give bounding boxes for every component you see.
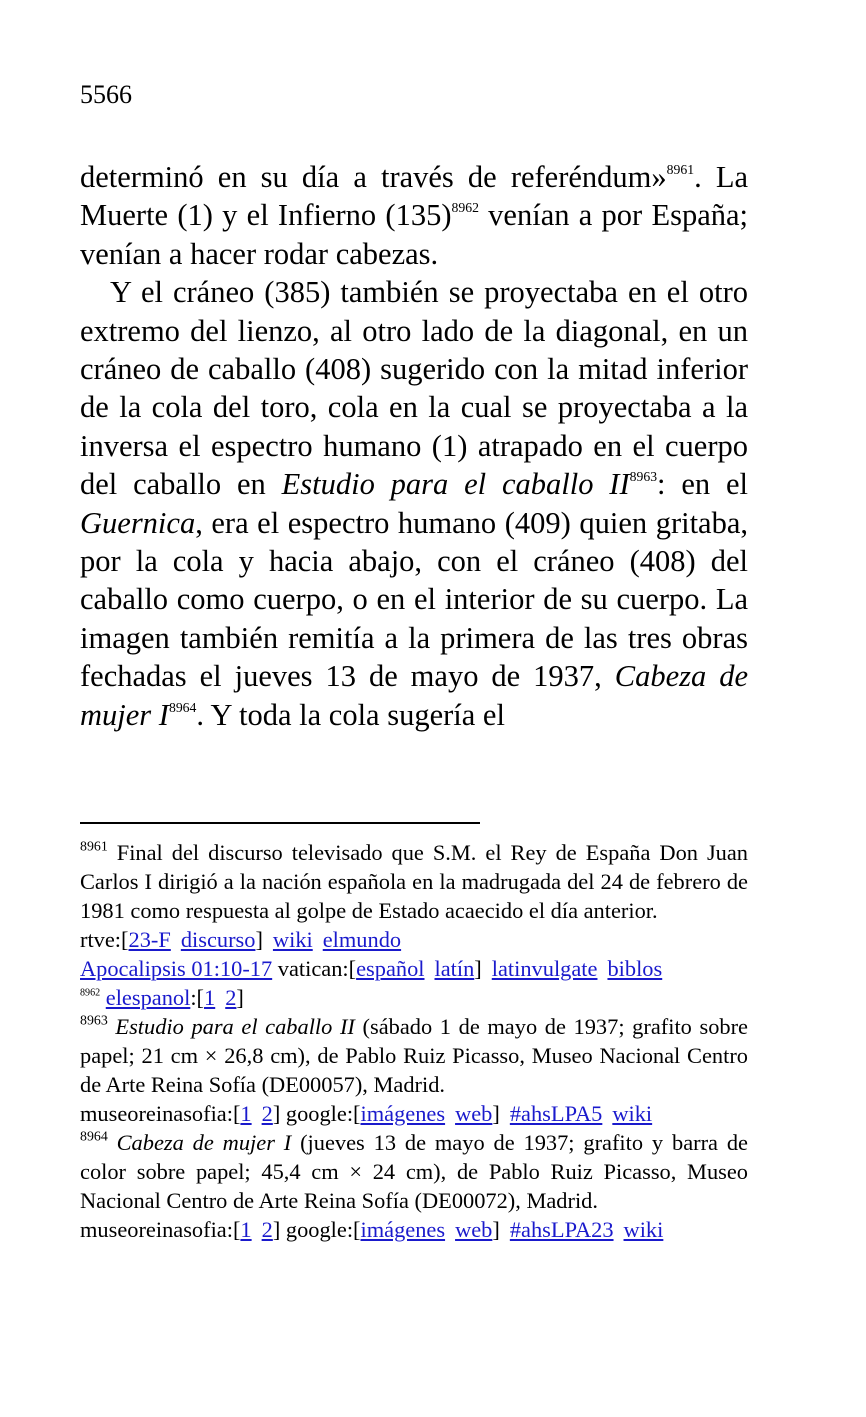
footnote-ref-8964[interactable]: 8964 (168, 699, 197, 715)
link-espanol[interactable]: español (356, 956, 425, 981)
footnote-divider (80, 822, 480, 824)
text-run: determinó en su día a través de referéndum» (80, 160, 667, 194)
link-prefix: ] google:[ (272, 1101, 361, 1126)
footnote-number: 8964 (80, 1129, 108, 1145)
link-prefix: museoreinasofia:[ (80, 1101, 241, 1126)
link-prefix: rtve:[ (80, 927, 129, 952)
link-2[interactable]: 2 (261, 1217, 273, 1242)
link-1[interactable]: 1 (240, 1217, 252, 1242)
page-number: 5566 (80, 80, 132, 109)
footnote-8961-links (80, 925, 748, 954)
footnote-8963-links (80, 1099, 748, 1128)
link-apocalipsis[interactable]: Apocalipsis 01:10-17 (80, 956, 273, 981)
footnote-8962 (80, 983, 748, 1012)
link-wiki[interactable]: wiki (612, 1101, 653, 1126)
link-biblos[interactable]: biblos (607, 956, 663, 981)
footnote-8964-links (80, 1215, 748, 1244)
link-1[interactable]: 1 (204, 985, 216, 1010)
footnote-8963 (80, 1012, 748, 1099)
body-text (80, 158, 748, 734)
link-prefix: ] google:[ (272, 1217, 361, 1242)
bracket-close: ] (474, 956, 482, 981)
footnote-8964 (80, 1128, 748, 1215)
artwork-title: Estudio para el caballo II (281, 467, 630, 502)
text-run: Y el cráneo (385) también se proyectaba en el otro extremo del lienzo, al otro lado de la diagonal, en un cráneo de caballo (408) sugerido con la mitad inferior de la cola del toro, cola en la cual se proyectaba a la inversa el espectro humano (1) atrapado en el cuerpo del caballo en (80, 275, 748, 502)
bracket-close: ] (492, 1101, 500, 1126)
link-1[interactable]: 1 (240, 1101, 252, 1126)
link-2[interactable]: 2 (261, 1101, 273, 1126)
artwork-title: Estudio para el caballo II (115, 1014, 355, 1039)
text-run: . La Muerte (1) y el Infierno (135) (80, 160, 748, 233)
footnote-8961-links-2 (80, 954, 748, 983)
text-run: : en el (657, 467, 748, 502)
link-prefix: :[ (190, 985, 205, 1010)
link-latin[interactable]: latín (434, 956, 475, 981)
bracket-close: ] (236, 985, 244, 1010)
footnote-8961 (80, 838, 748, 925)
footnote-number: 8963 (80, 1013, 108, 1029)
link-elmundo[interactable]: elmundo (322, 927, 402, 952)
bracket-close: ] (255, 927, 263, 952)
link-elespanol[interactable]: elespanol (105, 985, 191, 1010)
link-imagenes[interactable]: imágenes (360, 1101, 446, 1126)
artwork-title: Guernica (80, 505, 196, 540)
text-run: . Y toda la cola sugería el (196, 697, 505, 732)
footnote-text: Final del discurso televisado que S.M. el Rey de España Don Juan Carlos I dirigió a la nación española en la madrugada del 24 de febrero de 1981 como respuesta al golpe de Estado acaecido el día anterior. (80, 840, 748, 923)
link-wiki[interactable]: wiki (623, 1217, 664, 1242)
link-wiki[interactable]: wiki (272, 927, 313, 952)
paragraph-2 (80, 273, 748, 734)
link-ahs-tag[interactable]: #ahsLPA23 (509, 1217, 614, 1242)
link-2[interactable]: 2 (225, 985, 237, 1010)
footnote-ref-8963[interactable]: 8963 (629, 469, 658, 485)
bracket-close: ] (492, 1217, 500, 1242)
link-latinvulgate[interactable]: latinvulgate (491, 956, 598, 981)
link-prefix: museoreinasofia:[ (80, 1217, 241, 1242)
link-discurso[interactable]: discurso (180, 927, 256, 952)
link-prefix: vatican:[ (272, 956, 357, 981)
link-ahs-tag[interactable]: #ahsLPA5 (509, 1101, 603, 1126)
footnote-ref-8961[interactable]: 8961 (666, 161, 695, 177)
footnote-text: (jueves 13 de mayo de 1937; grafito y barra de color sobre papel; 45,4 cm × 24 cm), de Pablo Ruiz Picasso, Museo Nacional Centro de Arte Reina Sofía (DE00072), Madrid. (80, 1130, 748, 1213)
artwork-title: Cabeza de mujer I (80, 659, 748, 732)
link-imagenes[interactable]: imágenes (360, 1217, 446, 1242)
link-web[interactable]: web (455, 1101, 493, 1126)
link-23f[interactable]: 23-F (128, 927, 171, 952)
footnote-number: 8962 (80, 987, 101, 999)
footnote-ref-8962[interactable]: 8962 (451, 200, 479, 216)
link-web[interactable]: web (455, 1217, 493, 1242)
footnotes (80, 838, 748, 1244)
footnote-number: 8961 (80, 839, 108, 855)
text-run: , era el espectro humano (409) quien gritaba, por la cola y hacia abajo, con el cráneo (408) del caballo como cuerpo, o en el interior de su cuerpo. La imagen también remitía a la primera de las tres obras fechadas el jueves 13 de mayo de 1937, (80, 505, 748, 694)
text-run: venían a por España; venían a hacer rodar cabezas. (80, 198, 748, 271)
footnote-text: (sábado 1 de mayo de 1937; grafito sobre papel; 21 cm × 26,8 cm), de Pablo Ruiz Picasso, Museo Nacional Centro de Arte Reina Sofía (DE00057), Madrid. (80, 1014, 748, 1097)
paragraph-1 (80, 158, 748, 273)
artwork-title: Cabeza de mujer I (116, 1130, 292, 1155)
